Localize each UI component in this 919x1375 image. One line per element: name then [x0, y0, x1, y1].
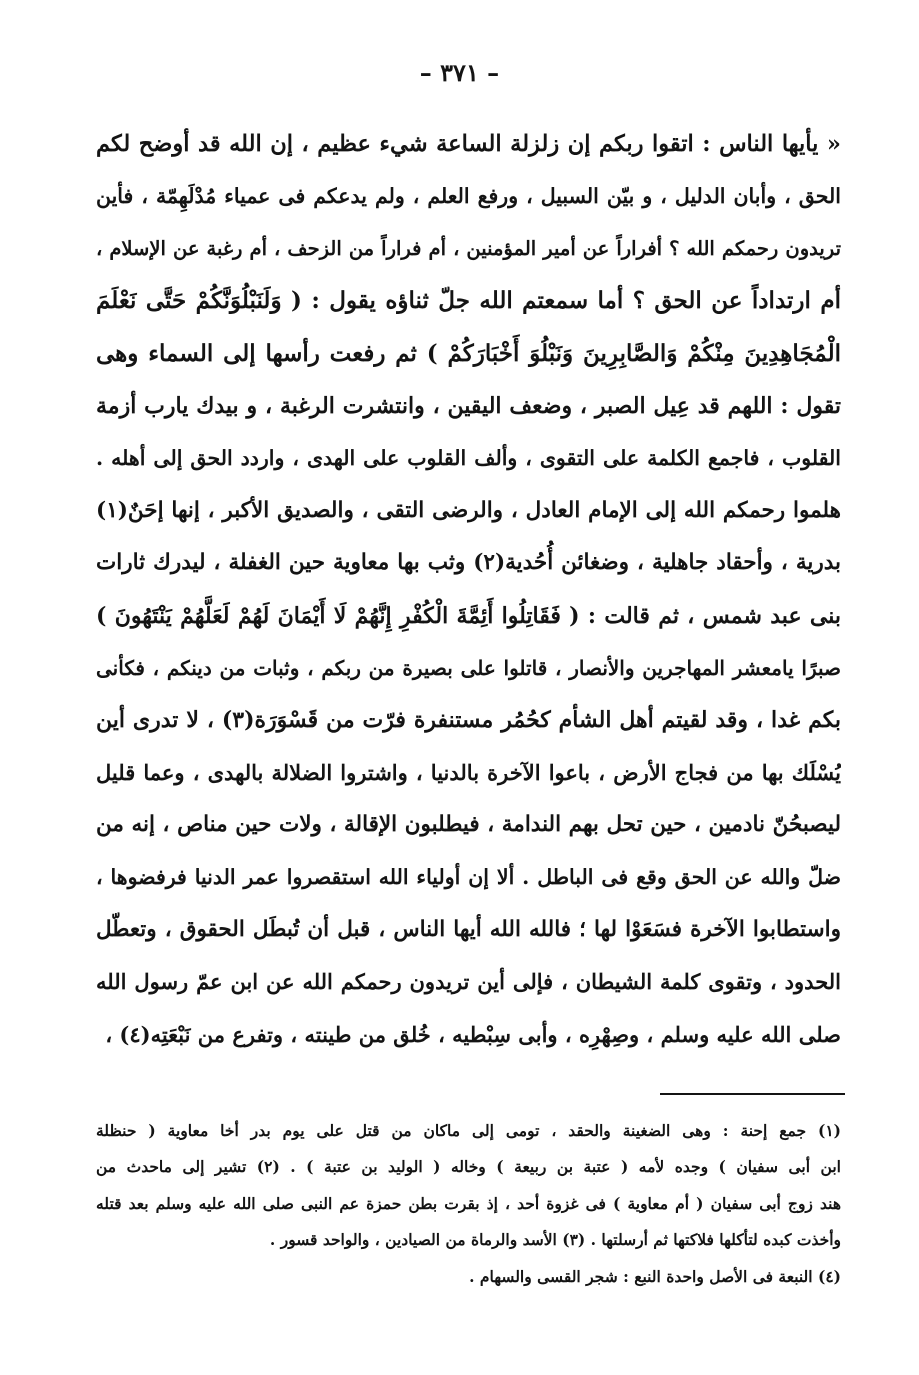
- text-line: بنى عبد شمس ، ثم قالت : ( فَقَاتِلُوا أَئِمَّةَ الْكُفْرِ إِنَّهُمْ لَا أَيْمَانَ لَهُمْ لَعَلَّهُمْ يَنْتَهُونَ ): [96, 602, 841, 629]
- text-line: تقول : اللهم قد عِيل الصبر ، وضعف اليقين ، وانتشرت الرغبة ، و بيدك يارب أزمة: [96, 392, 841, 419]
- footnote-line: (١) جمع إحنة : وهى الضغينة والحقد ، تومى إلى ماكان من قتل على يوم بدر أخا معاوية ( حنظلة: [96, 1121, 841, 1140]
- text-line: « يأيها الناس : اتقوا ربكم إن زلزلة الساعة شيء عظيم ، إن الله قد أوضح لكم: [96, 131, 841, 157]
- footnote-line: وأخذت كبده لتأكلها فلاكتها ثم أرسلتها . (٣) الأسد والرماة من الصيادين ، والواحد قسور .: [269, 1230, 841, 1250]
- page-number: – ٣٧١ –: [419, 58, 500, 87]
- footnotes: [96, 1113, 841, 1295]
- text-line: صلى الله عليه وسلم ، وصِهْرِه ، وأبى سِبْطيه ، خُلق من طينته ، وتفرع من نَبْعَتِه(٤) ،: [105, 1021, 841, 1047]
- main-text: [96, 118, 841, 1061]
- text-line: أم ارتداداً عن الحق ؟ أما سمعتم الله جلّ ثناؤه يقول : ( وَلَنَبْلُوَنَّكُمْ حَتَّى نَعْلَمَ: [96, 287, 841, 315]
- text-line: بكم غدا ، وقد لقيتم أهل الشأم كحُمُر مستنفرة فرّت من قَسْوَرَة(٣) ، لا تدرى أين: [96, 707, 841, 734]
- text-line: واستطابوا الآخرة فسَعَوْا لها ؛ فالله الله أيها الناس ، قبل أن تُبطَل الحقوق ، وتعطّل: [96, 916, 841, 942]
- footnote-line: ابن أبى سفيان ) وجده لأمه ( عتبة بن ربيعة ) وخاله ( الوليد بن عتبة ) . (٢) تشير إلى ماحدث من: [96, 1157, 841, 1177]
- text-line: يُسْلَك بها من فجاج الأرض ، باعوا الآخرة بالدنيا ، واشتروا الضلالة بالهدى ، وعما قليل: [96, 759, 841, 785]
- text-line: الحق ، وأبان الدليل ، و بيّن السبيل ، ورفع العلم ، ولم يدعكم فى عمياء مُدْلَهِمّة ، فأين: [96, 184, 841, 209]
- text-line: ضلّ والله عن الحق وقع فى الباطل . ألا إن أولياء الله استقصروا عمر الدنيا فرفضوها ،: [96, 865, 841, 890]
- text-line: بدرية ، وأحقاد جاهلية ، وضغائن أُحُدية(٢) وثب بها معاوية حين الغفلة ، ليدرك ثارات: [96, 550, 841, 576]
- text-line: صبرًا يامعشر المهاجرين والأنصار ، قاتلوا على بصيرة من ربكم ، وثبات من دينكم ، فكأنى: [96, 655, 841, 680]
- text-line: الْمُجَاهِدِينَ مِنْكُمْ وَالصَّابِرِينَ وَنَبْلُوَ أَخْبَارَكُمْ ) ثم رفعت رأسها إلى السماء وهى: [96, 339, 841, 367]
- footnote-line: (٤) النبعة فى الأصل واحدة النبع : شجر القسى والسهام .: [469, 1266, 841, 1286]
- text-line: الحدود ، وتقوى كلمة الشيطان ، فإلى أين تريدون رحمكم الله عن ابن عمّ رسول الله: [96, 969, 841, 995]
- text-line: هلموا رحمكم الله إلى الإمام العادل ، والرضى التقى ، والصديق الأكبر ، إنها إحَنٌ(١): [96, 497, 841, 523]
- footnote-line: هند زوج أبى سفيان ( أم معاوية ) فى غزوة أحد ، إذ بقرت بطن حمزة عم النبى صلى الله عليه وسلم بعد قتله: [96, 1193, 841, 1213]
- footnote-divider: [660, 1093, 845, 1095]
- text-line: القلوب ، فاجمع الكلمة على التقوى ، وألف القلوب على الهدى ، واردد الحق إلى أهله .: [96, 446, 841, 471]
- text-line: ليصبحُنّ نادمين ، حين تحل بهم الندامة ، فيطلبون الإقالة ، ولات حين مناص ، إنه من: [96, 812, 841, 838]
- text-line: تريدون رحمكم الله ؟ أفراراً عن أمير المؤمنين ، أم فراراً من الزحف ، أم رغبة عن الإسلام ،: [96, 236, 841, 260]
